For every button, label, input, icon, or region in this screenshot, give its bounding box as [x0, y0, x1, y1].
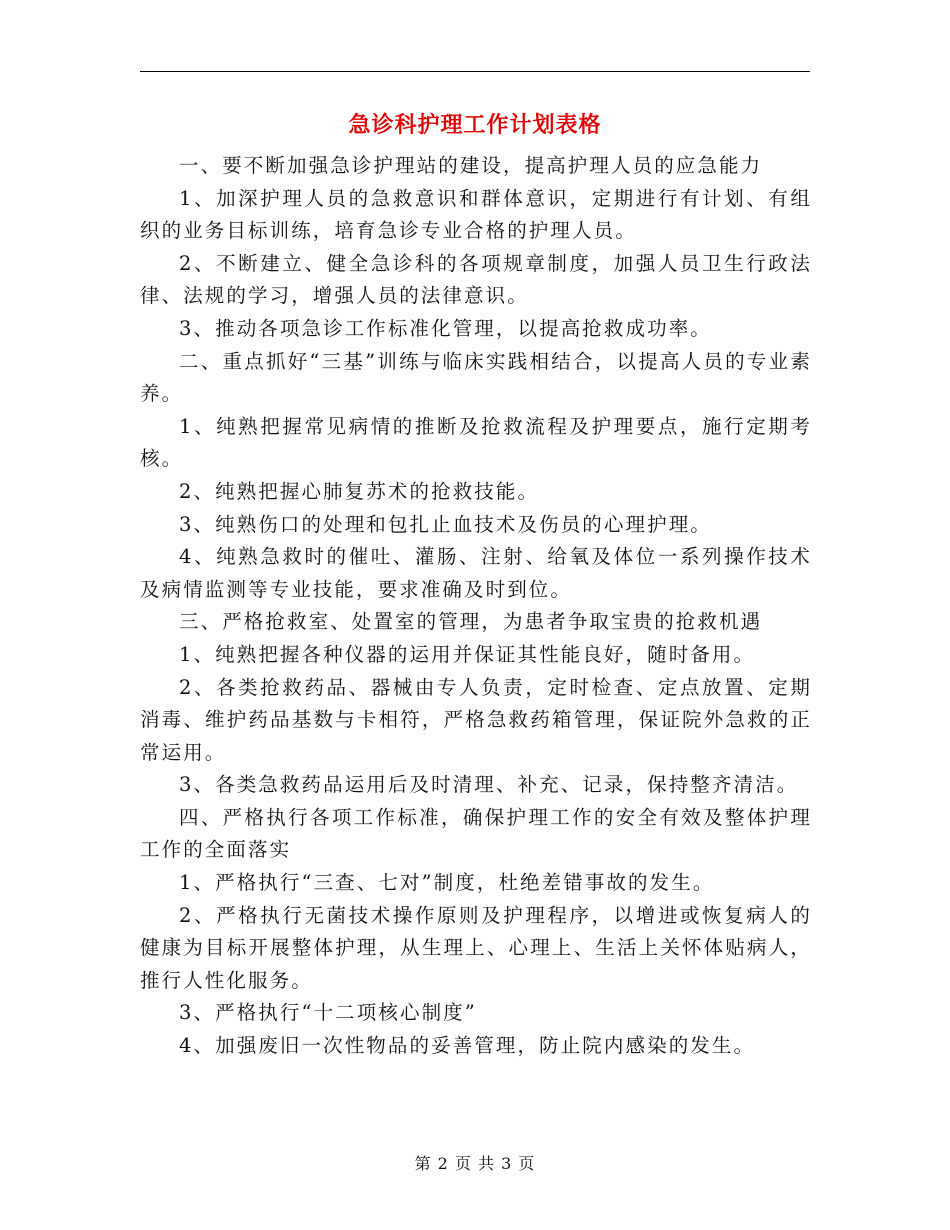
- body-paragraph: 三、严格抢救室、处置室的管理，为患者争取宝贵的抢救机遇: [179, 610, 763, 634]
- body-paragraph: 一、要不断加强急诊护理站的建设，提高护理人员的应急能力: [179, 154, 763, 177]
- body-paragraph: 2、不断建立、健全急诊科的各项规章制度，加强人员卫生行政法律、法规的学习，增强人员的法律意识。: [140, 251, 812, 308]
- body-paragraph: 2、严格执行无菌技术操作原则及护理程序，以增进或恢复病人的健康为目标开展整体护理，从生理上、心理上、生活上关怀体贴病人，推行人性化服务。: [140, 903, 812, 992]
- body-paragraph: 1、严格执行“三查、七对”制度，杜绝差错事故的发生。: [179, 871, 715, 895]
- body-paragraph: 3、推动各项急诊工作标准化管理，以提高抢救成功率。: [179, 316, 712, 340]
- document-body: [140, 150, 812, 1063]
- body-paragraph: 2、各类抢救药品、器械由专人负责，定时检查、定点放置、定期消毒、维护药品基数与卡相符，严格急救药箱管理，保证院外急救的正常运用。: [140, 675, 812, 764]
- body-paragraph: 3、纯熟伤口的处理和包扎止血技术及伤员的心理护理。: [179, 512, 712, 536]
- body-paragraph: 四、严格执行各项工作标准，确保护理工作的安全有效及整体护理工作的全面落实: [140, 805, 812, 862]
- body-paragraph: 1、纯熟把握常见病情的推断及抢救流程及护理要点，施行定期考核。: [140, 414, 812, 471]
- body-paragraph: 1、加深护理人员的急救意识和群体意识，定期进行有计划、有组织的业务目标训练，培育急诊专业合格的护理人员。: [140, 186, 812, 243]
- body-paragraph: 2、纯熟把握心肺复苏术的抢救技能。: [179, 479, 540, 503]
- header-rule: [140, 71, 810, 72]
- body-paragraph: 1、纯熟把握各种仪器的运用并保证其性能良好，随时备用。: [179, 642, 756, 666]
- document-title: 急诊科护理工作计划表格: [348, 113, 602, 138]
- body-paragraph: 二、重点抓好“三基”训练与临床实践相结合，以提高人员的专业素养。: [140, 349, 812, 406]
- page-number: 第 2 页 共 3 页: [414, 1154, 536, 1173]
- body-paragraph: 3、各类急救药品运用后及时清理、补充、记录，保持整齐清洁。: [179, 773, 799, 797]
- body-paragraph: 3、严格执行“十二项核心制度”: [179, 1001, 477, 1025]
- body-paragraph: 4、加强废旧一次性物品的妥善管理，防止院内感染的发生。: [179, 1034, 756, 1058]
- body-paragraph: 4、纯熟急救时的催吐、灌肠、注射、给氧及体位一系列操作技术及病情监测等专业技能，要求准确及时到位。: [140, 545, 812, 601]
